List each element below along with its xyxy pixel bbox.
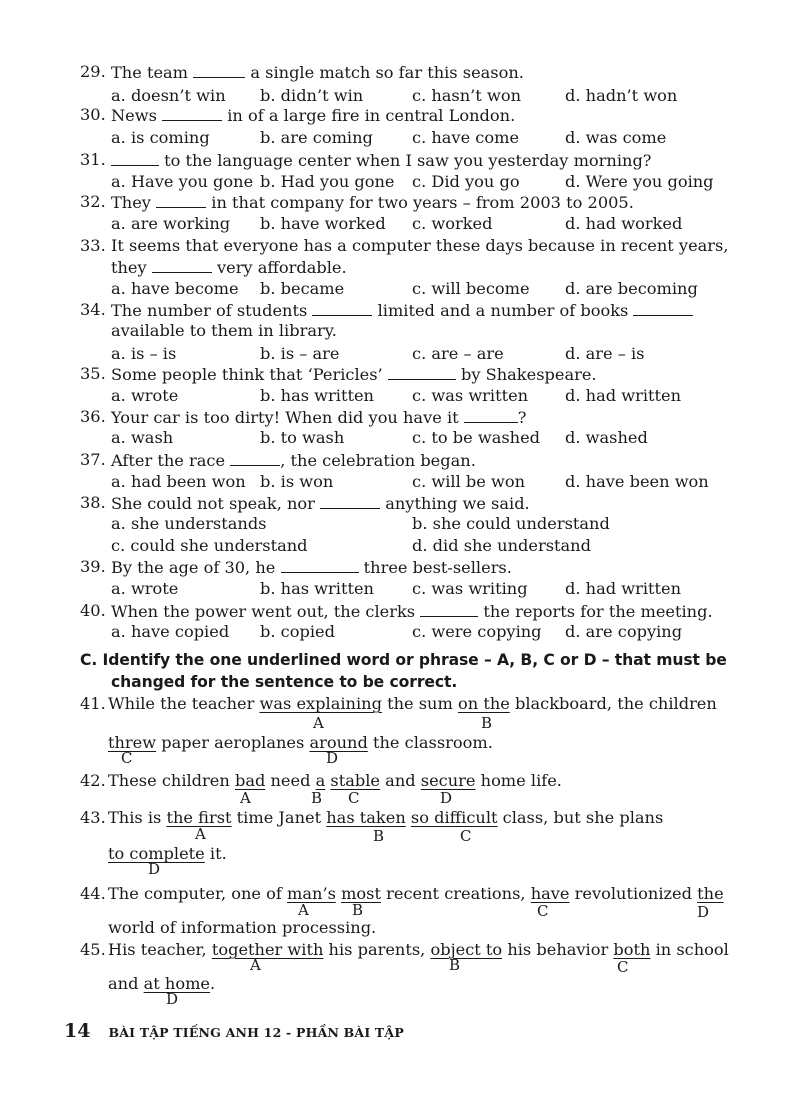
question-text: Some people think that ‘Pericles’: [111, 365, 383, 384]
label-d: D: [166, 990, 179, 1008]
answer-blank: [420, 603, 478, 617]
label-a: A: [240, 789, 251, 807]
question-text: The team: [111, 63, 189, 82]
answer-blank: [152, 259, 212, 273]
option-c: c. are – are: [412, 344, 504, 363]
option-a: a. have copied: [111, 622, 230, 641]
sentence-text: and: [385, 771, 416, 790]
question-number: 45.: [80, 940, 106, 959]
underlined-d: at home: [143, 974, 211, 993]
underlined-a: was explaining: [259, 694, 382, 713]
sentence-text: it.: [209, 844, 227, 863]
question-number: 38.: [80, 493, 106, 512]
underlined-d: around: [309, 733, 368, 752]
option-a: a. had been won: [111, 472, 246, 491]
question-text: anything we said.: [385, 494, 530, 513]
question-number: 30.: [80, 105, 106, 124]
option-a: a. she understands: [111, 514, 267, 533]
question-text: three best-sellers.: [363, 558, 512, 577]
answer-blank: [312, 302, 372, 316]
underlined-c: have: [530, 884, 570, 903]
underlined-a: the first: [166, 808, 232, 827]
answer-blank: [230, 452, 280, 466]
question-text: to the language center when I saw you yesterday morning?: [164, 151, 652, 170]
option-c: c. was writing: [412, 579, 528, 598]
option-c: c. was written: [412, 386, 529, 405]
question-text: When the power went out, the clerks: [111, 602, 416, 621]
option-c: c. worked: [412, 214, 493, 233]
page-number: 14: [64, 1020, 91, 1042]
sentence-text: his behavior: [507, 940, 609, 959]
question-text: the reports for the meeting.: [483, 602, 713, 621]
underlined-d: secure: [420, 771, 476, 790]
question-text: available to them in library.: [111, 321, 337, 340]
option-c: c. could she understand: [111, 536, 308, 555]
option-b: b. to wash: [260, 428, 345, 447]
question-text: It seems that everyone has a computer these days because in recent years,: [111, 236, 729, 255]
label-c: C: [348, 789, 360, 807]
option-c: c. to be washed: [412, 428, 541, 447]
option-b: b. is won: [260, 472, 334, 491]
label-d: D: [148, 860, 161, 878]
option-a: a. is – is: [111, 344, 177, 363]
section-heading: changed for the sentence to be correct.: [111, 673, 458, 691]
answer-blank: [388, 366, 456, 380]
sentence-text: need: [270, 771, 311, 790]
label-b: B: [449, 956, 461, 974]
option-c: c. will become: [412, 279, 530, 298]
underlined-c: threw: [108, 733, 157, 752]
label-b: B: [481, 714, 493, 732]
book-title: BÀI TẬP TIẾNG ANH 12 - PHẦN BÀI TẬP: [108, 1025, 404, 1040]
option-b: b. became: [260, 279, 345, 298]
option-c: c. have come: [412, 128, 520, 147]
option-b: b. didn’t win: [260, 86, 364, 105]
option-b: b. is – are: [260, 344, 340, 363]
question-number: 34.: [80, 300, 106, 319]
option-d: d. hadn’t won: [565, 86, 678, 105]
sentence-text: his parents,: [328, 940, 426, 959]
option-b: b. has written: [260, 386, 374, 405]
option-a: a. is coming: [111, 128, 210, 147]
option-a: a. Have you gone: [111, 172, 254, 191]
option-d: d. have been won: [565, 472, 709, 491]
option-d: d. had written: [565, 386, 682, 405]
question-text: She could not speak, nor: [111, 494, 315, 513]
answer-blank: [156, 194, 206, 208]
underlined-d: to complete: [108, 844, 205, 863]
question-text: News: [111, 106, 157, 125]
option-a: a. have become: [111, 279, 239, 298]
underlined-b: has taken: [326, 808, 406, 827]
question-text: By the age of 30, he: [111, 558, 276, 577]
sentence-text: revolutionized: [574, 884, 692, 903]
option-a: a. wrote: [111, 579, 179, 598]
question-text: limited and a number of books: [377, 301, 629, 320]
sentence-text: This is: [108, 808, 162, 827]
underlined-a: man’s: [287, 884, 336, 903]
section-heading: C. Identify the one underlined word or phrase – A, B, C or D – that must be: [80, 651, 727, 669]
label-c: C: [537, 902, 549, 920]
sentence-text: His teacher,: [108, 940, 207, 959]
underlined-b: object to: [430, 940, 503, 959]
answer-blank: [111, 152, 159, 166]
underlined-c: stable: [330, 771, 381, 790]
sentence-text: paper aeroplanes: [161, 733, 305, 752]
question-text: They: [111, 193, 151, 212]
question-text: The number of students: [111, 301, 308, 320]
option-d: d. had written: [565, 579, 682, 598]
option-b: b. has written: [260, 579, 374, 598]
question-text: by Shakespeare.: [460, 365, 597, 384]
sentence-text: While the teacher: [108, 694, 255, 713]
label-a: A: [313, 714, 324, 732]
label-a: A: [250, 956, 261, 974]
option-b: b. have worked: [260, 214, 386, 233]
option-c: c. will be won: [412, 472, 526, 491]
option-c: c. were copying: [412, 622, 542, 641]
sentence-text: The computer, one of: [108, 884, 282, 903]
page-footer: [64, 1022, 404, 1041]
question-number: 37.: [80, 450, 106, 469]
label-a: A: [195, 825, 206, 843]
option-a: a. are working: [111, 214, 231, 233]
sentence-text: time Janet: [236, 808, 322, 827]
question-text: very affordable.: [216, 258, 347, 277]
sentence-text: blackboard, the children: [514, 694, 717, 713]
underlined-b: on the: [458, 694, 510, 713]
label-b: B: [352, 901, 364, 919]
sentence-text: world of information processing.: [108, 918, 377, 937]
question-number: 40.: [80, 601, 106, 620]
label-d: D: [440, 789, 453, 807]
question-text: in that company for two years – from 2003 to 2005.: [211, 193, 634, 212]
option-c: c. hasn’t won: [412, 86, 521, 105]
option-d: d. are copying: [565, 622, 683, 641]
sentence-text: recent creations,: [386, 884, 526, 903]
sentence-text: These children: [108, 771, 230, 790]
question-number: 41.: [80, 694, 106, 713]
label-c: C: [121, 749, 133, 767]
answer-blank: [193, 64, 245, 78]
sentence-text: the sum: [387, 694, 453, 713]
sentence-text: home life.: [480, 771, 562, 790]
question-number: 35.: [80, 364, 106, 383]
label-d: D: [697, 903, 710, 921]
option-b: b. are coming: [260, 128, 373, 147]
option-a: a. doesn’t win: [111, 86, 226, 105]
label-d: D: [326, 749, 339, 767]
label-c: C: [617, 958, 629, 976]
question-text: they: [111, 258, 147, 277]
underlined-b: a: [315, 771, 326, 790]
question-number: 32.: [80, 192, 106, 211]
question-text: in of a large fire in central London.: [227, 106, 516, 125]
sentence-text: the classroom.: [373, 733, 493, 752]
option-a: a. wash: [111, 428, 174, 447]
option-b: b. she could understand: [412, 514, 610, 533]
option-d: d. had worked: [565, 214, 683, 233]
question-text: After the race: [111, 451, 226, 470]
sentence-text: in school: [655, 940, 729, 959]
label-a: A: [298, 901, 309, 919]
label-b: B: [311, 789, 323, 807]
question-number: 44.: [80, 884, 106, 903]
option-d: d. washed: [565, 428, 648, 447]
label-b: B: [373, 827, 385, 845]
answer-blank: [320, 495, 380, 509]
question-number: 31.: [80, 150, 106, 169]
underlined-a: together with: [211, 940, 324, 959]
option-d: d. are becoming: [565, 279, 698, 298]
underlined-a: bad: [234, 771, 266, 790]
question-number: 42.: [80, 771, 106, 790]
answer-blank: [162, 107, 222, 121]
option-a: a. wrote: [111, 386, 179, 405]
answer-blank: [464, 409, 518, 423]
sentence-text: .: [210, 974, 216, 993]
question-number: 36.: [80, 407, 106, 426]
underlined-c: so difficult: [410, 808, 498, 827]
option-c: c. Did you go: [412, 172, 520, 191]
sentence-text: and: [108, 974, 139, 993]
answer-blank: [633, 302, 693, 316]
question-number: 33.: [80, 236, 106, 255]
answer-blank: [281, 559, 359, 573]
label-c: C: [460, 827, 472, 845]
question-number: 29.: [80, 62, 106, 81]
option-d: d. are – is: [565, 344, 645, 363]
question-number: 39.: [80, 557, 106, 576]
underlined-b: most: [341, 884, 381, 903]
option-b: b. copied: [260, 622, 335, 641]
underlined-c: both: [613, 940, 651, 959]
sentence-text: class, but she plans: [502, 808, 664, 827]
underlined-d: the: [697, 884, 724, 903]
option-b: b. Had you gone: [260, 172, 395, 191]
option-d: d. did she understand: [412, 536, 591, 555]
question-text: Your car is too dirty! When did you have it: [111, 408, 459, 427]
option-d: d. was come: [565, 128, 667, 147]
option-d: d. Were you going: [565, 172, 714, 191]
question-text: ?: [517, 408, 527, 427]
question-text: , the celebration began.: [280, 451, 476, 470]
question-text: a single match so far this season.: [250, 63, 524, 82]
question-number: 43.: [80, 808, 106, 827]
